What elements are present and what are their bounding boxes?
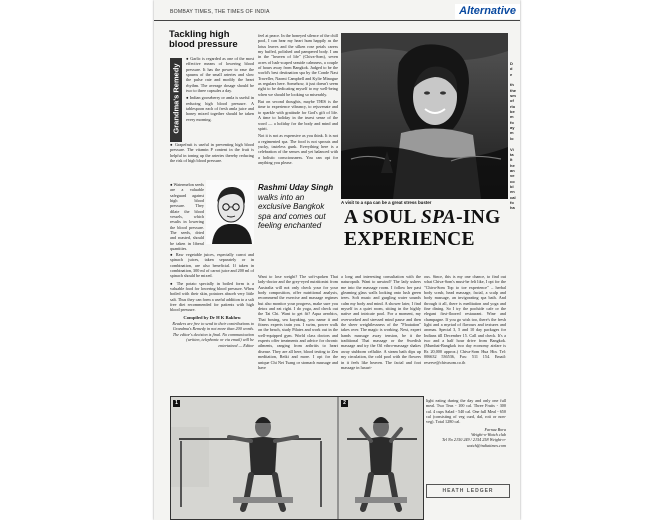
exercise-steps — [170, 396, 424, 520]
diet-credit-org: Weight-o-Watch club — [471, 432, 506, 438]
spa-photo — [341, 33, 508, 199]
headline-italic: SPA — [420, 207, 457, 228]
diet-credit-name: Farnaz Bora — [484, 426, 506, 432]
publication-name: BOMBAY TIMES, THE TIMES OF INDIA — [170, 9, 270, 15]
remedy-tab-label: Grandma's Remedy — [171, 63, 181, 134]
remedy-paragraph: ● Watermelon seeds are a valuable safeguard against high blood pressure. They dilate the blood vessels, which results in lowering the blood pressure. The seeds, dried and roasted, should be taken in liberal quantities. — [170, 182, 204, 252]
author-portrait-illustration — [206, 180, 254, 244]
diet-credit-contact: Tel No 2150 249 / 2154 258 Weight-o-watch@indiatimes.com — [441, 437, 506, 448]
remedy-paragraph: ● Indian gooseberry or amla is useful in reducing high blood pressure. A tablespoon each of fresh amla juice and honey mixed together should be taken every morning. — [186, 95, 254, 122]
article-paragraph: Want to lose weight? The soft-spoken Thai lady-doctor and the grey-eyed nutritionist from Australia will not only check your for your body composition, offer nutritional analysis, recommend the exercise and massage regimes but also monitor your progress, make sure you detox and eat right. I do yoga, and check out the Tai Chi. Want to get fit? Aqua aerobics, Thai boxing, sea kayaking, you name it and fitness experts train you. I swim, power walk on the beach, study Pilates and work out in the well-equipped gym. World class doctors and experts offer treatments and advice for chronic ailments, ranging from arthritis to heart disease. They are all here, blood testing to Zen meditation, Reiki and more. I opt for the unique Chi Nei Tsang or stomach massage and have — [258, 274, 338, 370]
remedy-title: Tackling high blood pressure — [169, 29, 238, 50]
byline — [258, 183, 338, 231]
headline-part: A SOUL — [344, 207, 421, 228]
remedy-column-top — [186, 56, 254, 124]
headline-part: -ING EXPERIENCE — [344, 207, 501, 250]
article-headline — [344, 207, 514, 251]
remedy-paragraph: ● Grapefruit is useful in preventing high blood pressure. The vitamin P content in the fruit is helpful in toning up the arteries thereby reducing the risk of high blood pressure. — [170, 142, 254, 164]
newspaper-page — [154, 0, 520, 520]
article-paragraph: feel at peace. In the honeyed silence of the chill pool, I can hear my heart hum happily as the lotus leaves and the silken rose petals caress my buffed, polished and pampered body. I am in the "heaven of life" (Chiva-Som), seven acres of lush-scaped seaside calmness, a couple of hours away from Bangkok. Judged to be the world's best destination spa by the Conde Nast Traveller, Naomi Campbell and Kylie Minogue as regulars here. Somehow, it just doesn't seem right to be dedicating myself to my well-being when we should be looking so miserably. — [258, 33, 338, 97]
remedy-column-mid — [170, 142, 254, 163]
diet-column — [426, 398, 506, 448]
step-number: 2 — [341, 400, 348, 407]
remedy-paragraph: ● Garlic is regarded as one of the most effective means of lowering blood pressure. It has the power to ease the spasms of the small arteries and slow the pulse rate and modify the heart rhythm. The average dosage should be two to three capsules a day. — [186, 56, 254, 94]
step-number: 1 — [173, 400, 180, 407]
author-portrait — [206, 180, 254, 244]
remedy-paragraph: ● The potato specially in boiled form is a valuable food for lowering blood pressure. When boiled with their skin, potatoes absorb very little salt. Thus they can form a useful addition to a salt free diet recommended for patients with high blood pressure. — [170, 280, 254, 313]
article-paragraph: ous. Since, this is my one chance, to find out what Chiva-Som's must-be felt like, I opt for the "Chiva-Som Top to toe experience" – herbal body scrub, head massage, facial, a scalp and body massage, an invigorating spa bath. And through it all, there is meditation and yoga and fine dining. So I try the poolside cafe or the elegant first-floored restaurant. Wine and champagne. If you go wish too, there's the fresh light and a myriad of flavours and textures and aromas. Special 3, 5 and 10 day packages for Indians till December 15. Call and check. It's a two and a half hour drive from Bangkok. (Mumbai-Bangkok two day economy airfare is Rs 20,000 approx.) Chiva-Som Hua Hin. Tel: 006632 536536, Fax: 511 154. Email: reserve@chivasom.co.th — [424, 274, 506, 365]
diet-text: light eating during the day and only one full meal. Two Teas - 100 cal. Three Fruits - 300 cal. 4 cups Salad - 540 cal. One full Meal - 650 cal (consisting of veg curd, dal, roti or non-veg). Total 1280 cal. — [426, 398, 506, 425]
remedy-credit: Compiled by Dr H K Bakhru — [183, 314, 241, 320]
page-header — [154, 5, 520, 21]
byline-author: Rashmi Uday Singh — [258, 183, 334, 192]
photo-caption: A visit to a spa can be a great stress buster — [341, 200, 432, 205]
adjacent-column-text: D d e th the sm of rlo be m fo ay m lo Vi ta It he an ve co bl en cal fo ha — [510, 61, 516, 211]
article-column-2 — [341, 274, 421, 370]
adjacent-column-strip — [508, 33, 520, 363]
article-paragraph: Not it is not as expensive as you think. It is not a regimented spa. The food is not sprouts and yucky, tasteless gunk. Everything here is a celebration of the senses and yet balanced with a holistic consciousness. You can opt for anything you please. — [258, 133, 338, 165]
article-paragraph: a long and interesting consultation with the naturopath. Want to unwind? The lady ushers me into the massage room. I follow her past gleaming glass walls looking onto lush green trees. Soft music and gurgling water sounds calm my body and mind. A shower later, I find myself in a quiet room, sitting in the highly native and intricate pool. For a moment, my overworked and stressed mind pause and then the sheer weightlessness of the "Floatation" takes over. The magic is working. Next, expert hands massage away tension, be it the traditional Thai massage or the Swedish massage and try the Oil vibro-massage shakes away stubborn cellulite. A steam bath dips up my circulation, the cold pool with the flowers in it feels like heaven. The facial and foot massage in luxuri- — [341, 274, 421, 370]
remedy-column-wrap — [170, 182, 204, 251]
exercise-steps-photos — [171, 397, 423, 519]
next-story-box: HEATH LEDGER — [426, 484, 510, 498]
article-column-3 — [424, 274, 506, 365]
remedy-tab — [170, 58, 182, 142]
article-paragraph: But on second thoughts, maybe THIS is the time to experience vibrancy, to rejuvenate and to sparkle with gratitude for God's gift of life. A time to holiday in the truest sense of the word — a holiday for the body and mind and spirit. — [258, 99, 338, 131]
article-column-1 — [258, 274, 338, 370]
remedy-note: Readers are free to send in their contributions to Grandma's Remedy in not more than 200 words. The editor's decision is final. No communication (written, telephonic or via email) will be entertained — Editor — [172, 321, 254, 348]
remedy-column-bottom — [170, 252, 254, 348]
article-opening-column — [258, 33, 338, 165]
spa-photo-image — [341, 33, 508, 199]
remedy-paragraph: ● Raw vegetable juices, especially carrot and spinach juices, taken separately or in combination, are also beneficial. If taken in combination, 300 ml of carrot juice and 200 ml of spinach should be mixed. — [170, 252, 254, 279]
section-title: Alternative — [455, 4, 520, 19]
byline-description: walks into an exclusive Bangkok spa and comes out feeling enchanted — [258, 192, 326, 231]
